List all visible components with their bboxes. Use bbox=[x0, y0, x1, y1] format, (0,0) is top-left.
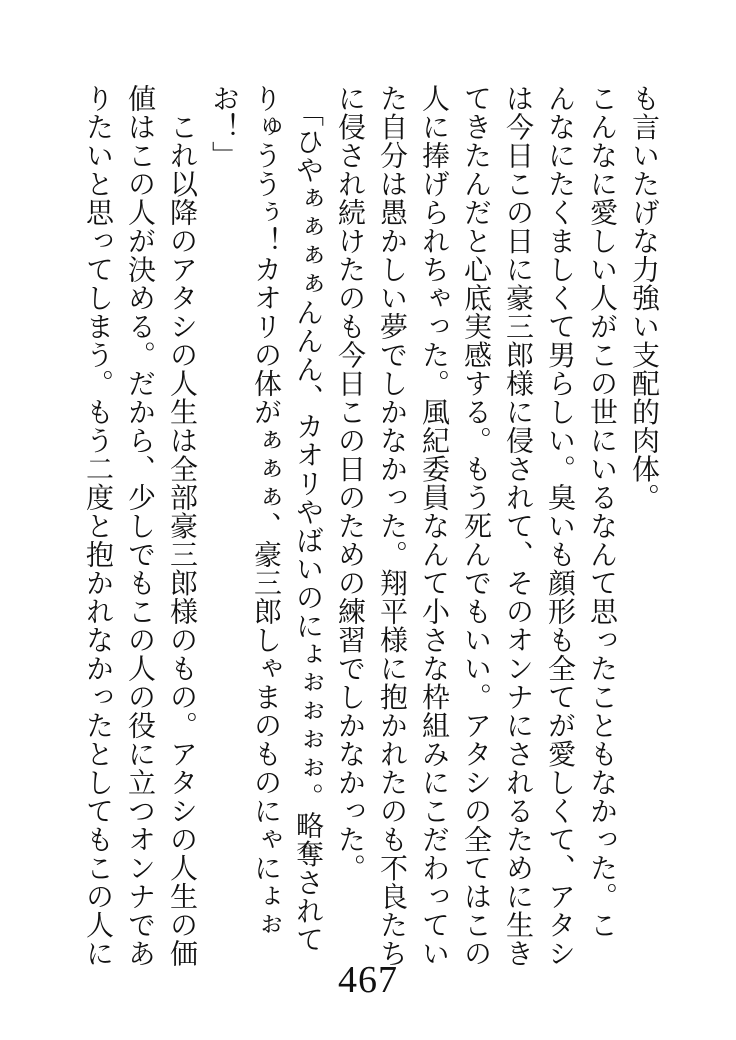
text-column: これ以降のアタシの人生は全部豪三郎様のもの。アタシの人生の価 bbox=[166, 84, 197, 968]
text-column: りたいと思ってしまう。もう二度と抱かれなかったとしてもこの人に bbox=[82, 84, 113, 968]
text-column: んなにたくましくて男らしい。臭いも顔形も全てが愛しくて、アタシ bbox=[544, 84, 575, 968]
page-number: 467 bbox=[338, 959, 398, 1001]
text-column: た自分は愚かしい夢でしかなかった。翔平様に抱かれたのも不良たち bbox=[376, 84, 407, 968]
text-column: は今日この日に豪三郎様に侵されて、そのオンナにされるために生き bbox=[502, 84, 533, 968]
vertical-text-block bbox=[76, 84, 664, 968]
text-column: お！」 bbox=[208, 84, 239, 170]
text-column: に侵され続けたのも今日この日のための練習でしかなかった。 bbox=[334, 84, 365, 882]
text-column: 「ひやぁぁぁぁんんん、カオリやばいのにょぉぉぉぉ。略奪されて bbox=[292, 84, 323, 954]
text-column: も言いたげな力強い支配的肉体。 bbox=[628, 84, 659, 512]
text-column: 人に捧げられちゃった。風紀委員なんて小さな枠組みにこだわってい bbox=[418, 84, 449, 968]
text-column: りゅううぅ！カオリの体がぁぁぁ、豪三郎しゃまのものにゃにょぉ bbox=[250, 84, 281, 939]
text-column: こんなに愛しい人がこの世にいるなんて思ったこともなかった。こ bbox=[586, 84, 617, 939]
text-column: 値はこの人が決める。だから、少しでもこの人の役に立つオンナであ bbox=[124, 84, 155, 968]
text-column: てきたんだと心底実感する。もう死んでもいい。アタシの全てはこの bbox=[460, 84, 491, 968]
